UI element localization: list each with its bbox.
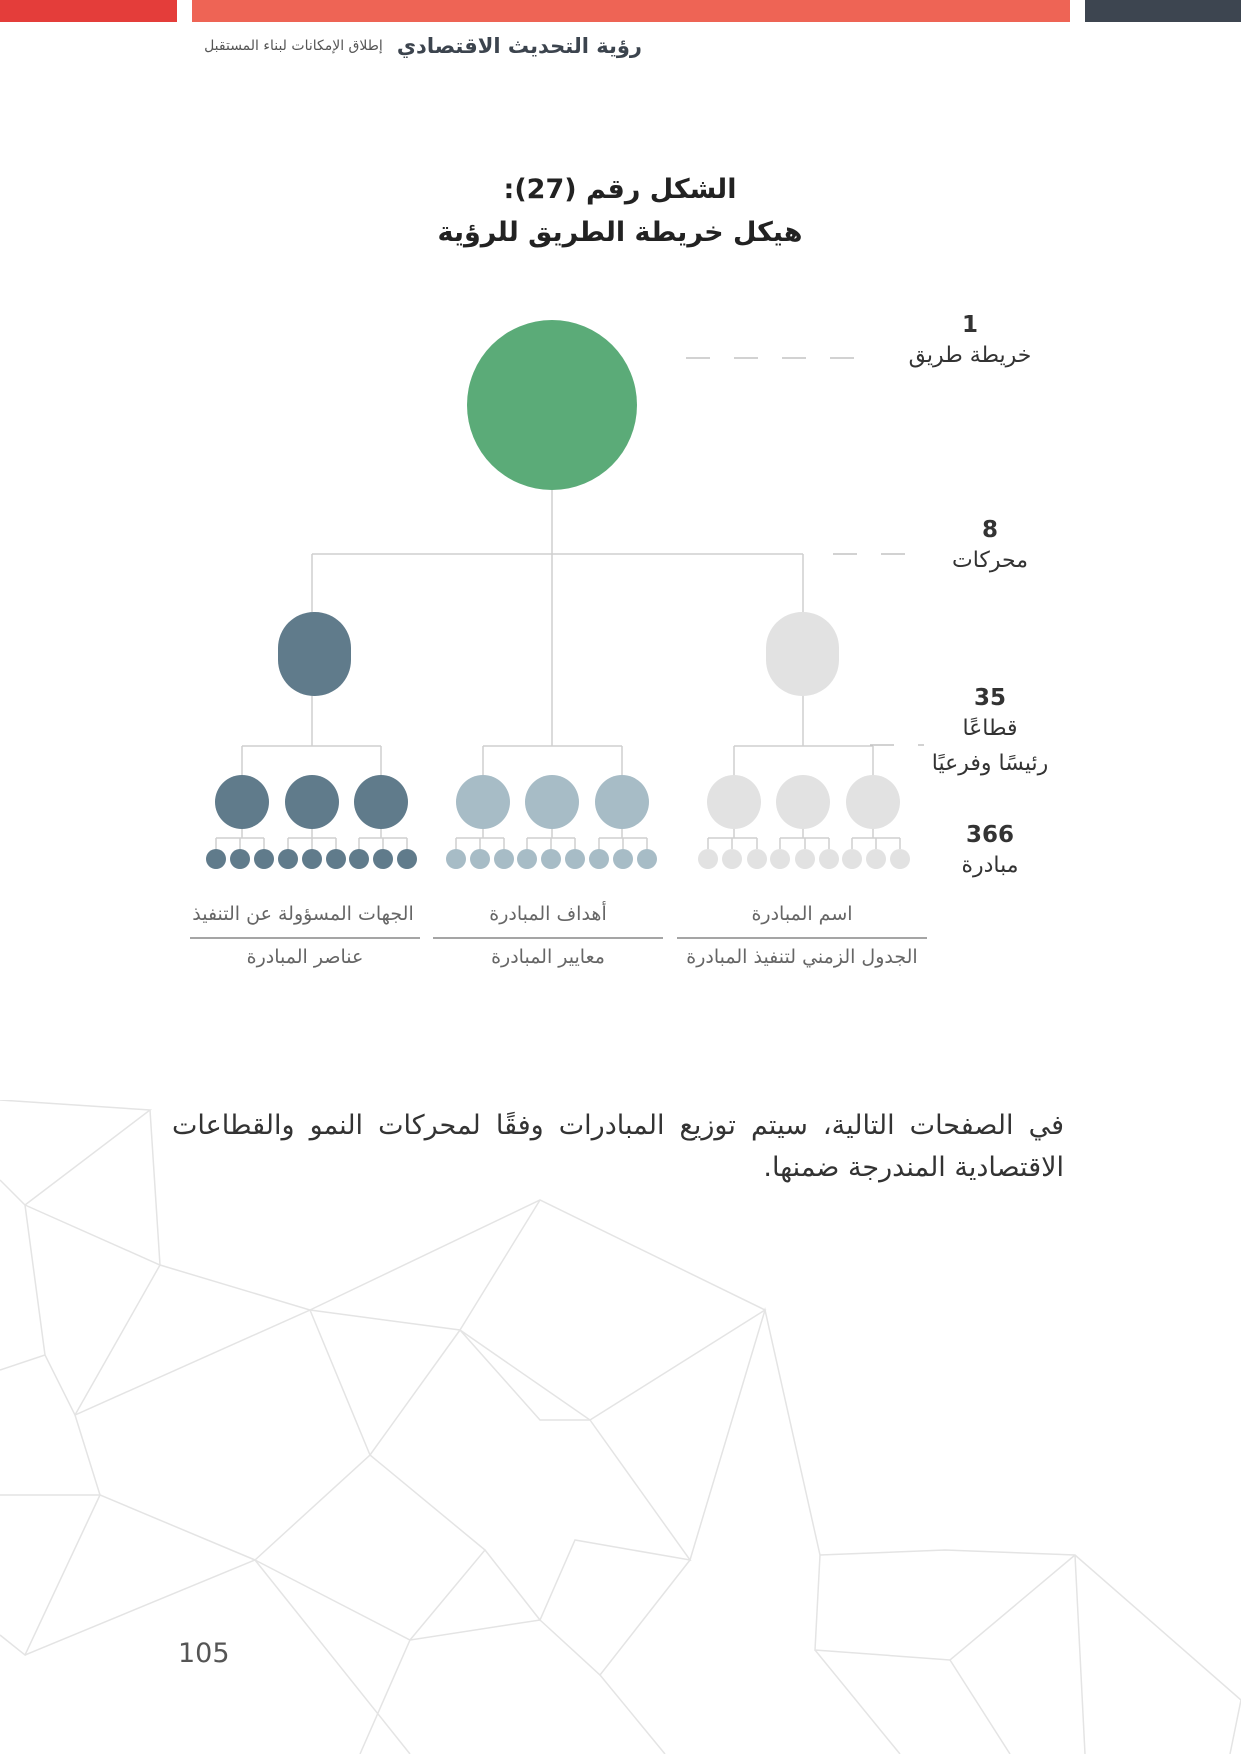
initiative-node xyxy=(446,849,466,869)
initiative-nodes xyxy=(206,849,910,869)
level-roadmap xyxy=(880,312,1060,373)
sector-node xyxy=(707,775,761,829)
initiative-node xyxy=(589,849,609,869)
initiative-node xyxy=(302,849,322,869)
initiative-node xyxy=(470,849,490,869)
level-count: 366 xyxy=(965,822,1014,848)
column-label-top: اسم المبادرة xyxy=(751,903,853,925)
engine-node-light xyxy=(766,612,839,696)
initiative-node xyxy=(795,849,815,869)
column-divider xyxy=(677,937,927,939)
initiative-node xyxy=(278,849,298,869)
sector-nodes xyxy=(215,775,900,829)
initiative-node xyxy=(541,849,561,869)
column-label-top: أهداف المبادرة xyxy=(489,903,607,925)
engine-node-dark xyxy=(278,612,351,696)
level-label: خريطة طريق xyxy=(908,343,1032,368)
sector-node xyxy=(285,775,339,829)
figure-caption: هيكل خريطة الطريق للرؤية xyxy=(437,217,803,248)
initiative-node xyxy=(698,849,718,869)
level-label: مبادرة xyxy=(961,853,1019,878)
level-initiatives xyxy=(900,822,1080,883)
sector-node xyxy=(215,775,269,829)
initiative-node xyxy=(842,849,862,869)
sector-node xyxy=(776,775,830,829)
initiative-node xyxy=(206,849,226,869)
page-number: 105 xyxy=(178,1638,230,1669)
header-title: رؤية التحديث الاقتصادي xyxy=(396,34,642,58)
roadmap-root-node xyxy=(467,320,637,490)
initiative-node xyxy=(722,849,742,869)
sector-node xyxy=(354,775,408,829)
sector-node xyxy=(846,775,900,829)
level-count: 8 xyxy=(981,517,998,543)
level-label: رئيسًا وفرعيًا xyxy=(931,751,1049,776)
initiative-node xyxy=(819,849,839,869)
initiative-node xyxy=(613,849,633,869)
level-label: محركات xyxy=(951,548,1028,573)
column-divider xyxy=(190,937,420,939)
initiative-node xyxy=(565,849,585,869)
column-divider xyxy=(433,937,663,939)
sector-node xyxy=(456,775,510,829)
initiative-node xyxy=(866,849,886,869)
column-label-top: الجهات المسؤولة عن التنفيذ xyxy=(192,903,414,925)
initiative-node xyxy=(494,849,514,869)
initiative-node xyxy=(517,849,537,869)
initiative-node xyxy=(397,849,417,869)
initiative-node xyxy=(770,849,790,869)
column-label-bottom: عناصر المبادرة xyxy=(246,946,364,968)
level-engines xyxy=(900,517,1080,578)
initiative-node xyxy=(747,849,767,869)
column-label-bottom: معايير المبادرة xyxy=(491,946,605,968)
level-sectors xyxy=(900,685,1080,781)
level-count: 35 xyxy=(973,685,1006,711)
initiative-node xyxy=(254,849,274,869)
sector-node xyxy=(595,775,649,829)
header-subtitle: إطلاق الإمكانات لبناء المستقبل xyxy=(204,38,383,54)
initiative-node xyxy=(637,849,657,869)
initiative-node xyxy=(230,849,250,869)
initiative-node xyxy=(326,849,346,869)
initiative-node xyxy=(349,849,369,869)
sector-node xyxy=(525,775,579,829)
level-label: قطاعًا xyxy=(962,716,1018,741)
level-count: 1 xyxy=(961,312,978,338)
body-paragraph: في الصفحات التالية، سيتم توزيع المبادرات وفقًا لمحركات النمو والقطاعات الاقتصادية المندرجة ضمنها. xyxy=(172,1110,1064,1183)
initiative-node xyxy=(373,849,393,869)
column-label-bottom: الجدول الزمني لتنفيذ المبادرة xyxy=(686,946,918,968)
figure-label: الشكل رقم (27): xyxy=(503,174,737,205)
